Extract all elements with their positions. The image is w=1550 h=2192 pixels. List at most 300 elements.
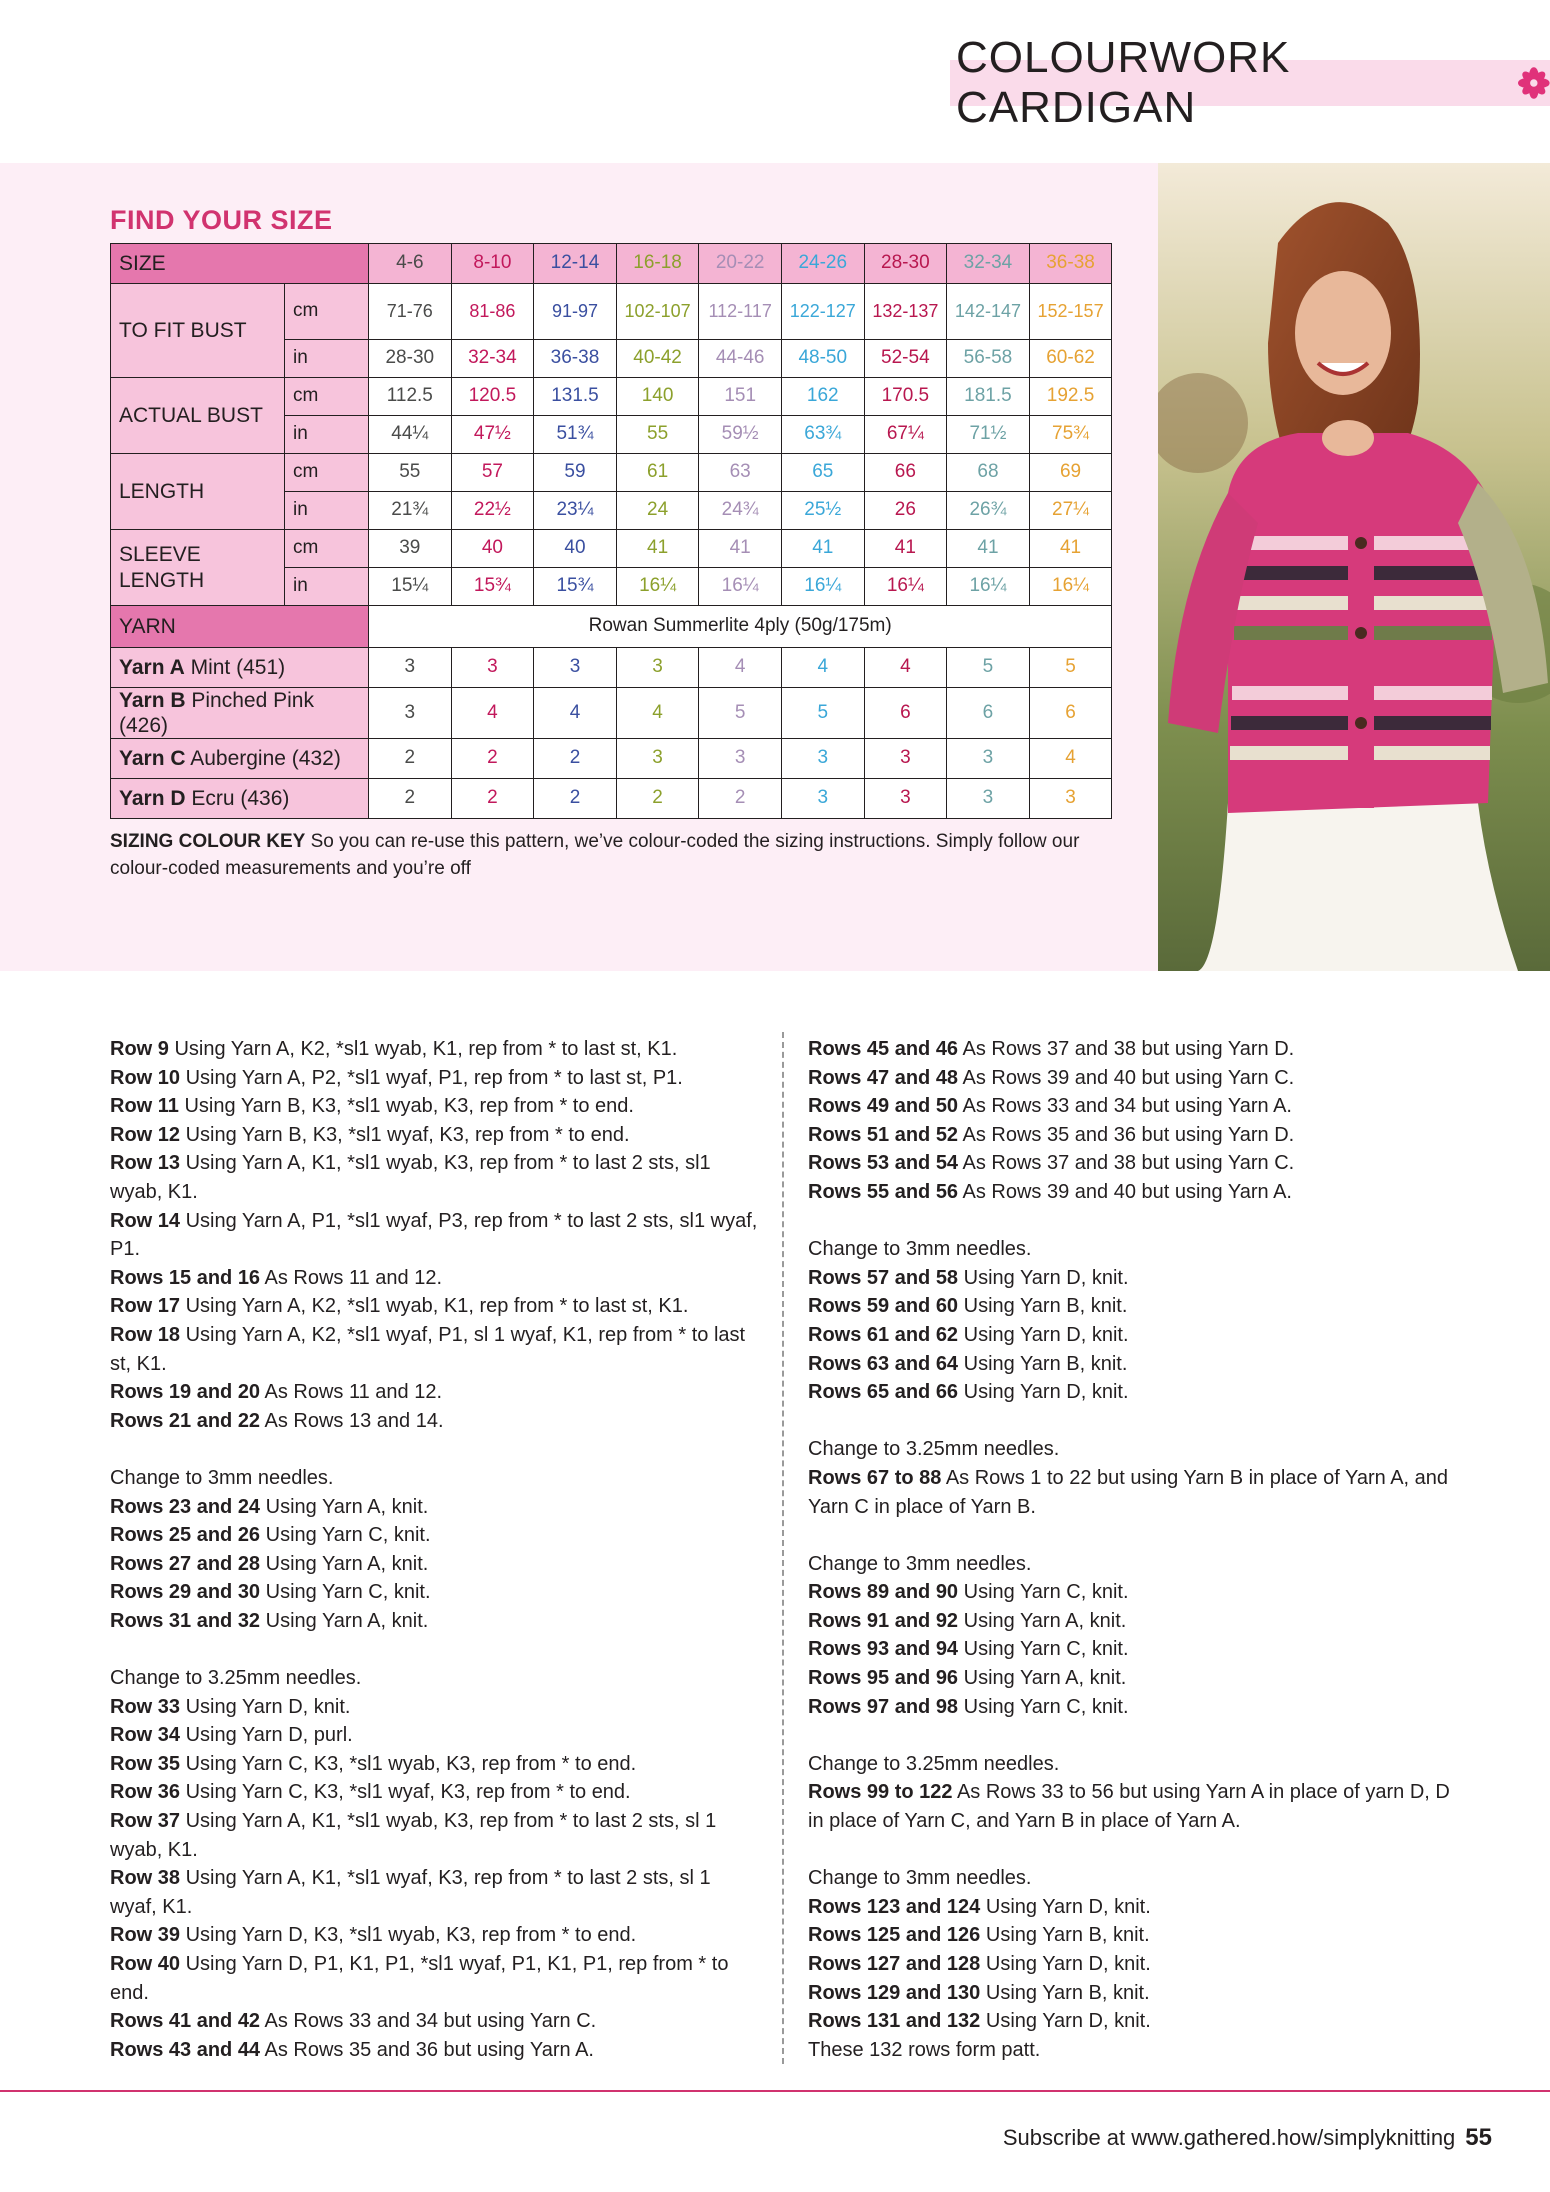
- yarn-letter: Yarn D: [119, 787, 186, 811]
- yarn-quantity: 3: [781, 779, 864, 819]
- footer-rule: [0, 2090, 1550, 2092]
- row-label: Row 13: [110, 1152, 181, 1175]
- model-photo: [1158, 163, 1550, 971]
- instruction-text: Using Yarn C, knit.: [963, 1581, 1129, 1604]
- yarn-quantity: 4: [864, 648, 947, 688]
- measurement-row: [111, 530, 1112, 568]
- pattern-instruction: [808, 1578, 1458, 1607]
- pattern-instruction: [110, 1064, 760, 1093]
- pattern-instruction: [110, 1750, 760, 1779]
- measurement-value: 15¾: [451, 568, 534, 606]
- row-label: Rows 51 and 52: [808, 1123, 959, 1146]
- yarn-quantity: 4: [616, 688, 699, 739]
- row-label: Rows 23 and 24: [110, 1495, 261, 1518]
- measurement-value: 15¾: [534, 568, 617, 606]
- yarn-name: Rowan Summerlite 4ply (50g/175m): [369, 606, 1112, 648]
- measurement-value: 55: [616, 416, 699, 454]
- instruction-text: Using Yarn A, K2, *sl1 wyab, K1, rep from * to last st, K1.: [174, 1038, 678, 1060]
- yarn-quantity: 3: [616, 648, 699, 688]
- unit-label: cm: [285, 454, 369, 492]
- yarn-colour: Mint (451): [190, 655, 286, 679]
- measurement-row: [111, 284, 1112, 340]
- pattern-instruction: [808, 1864, 1458, 1893]
- yarn-quantity: 3: [947, 739, 1030, 779]
- pattern-instruction: [110, 1807, 760, 1864]
- key-title: SIZING COLOUR KEY: [110, 831, 306, 852]
- row-label: Rows 45 and 46: [808, 1038, 959, 1060]
- instruction-text: Change to 3mm needles.: [808, 1238, 1032, 1261]
- yarn-quantity: 2: [369, 739, 452, 779]
- measurement-value: 170.5: [864, 378, 947, 416]
- row-label: Rows 91 and 92: [808, 1609, 959, 1632]
- measurement-value: 63: [699, 454, 782, 492]
- yarn-quantity: 2: [534, 779, 617, 819]
- instruction-text: Using Yarn B, K3, *sl1 wyab, K3, rep from * to end.: [184, 1095, 634, 1118]
- measurement-value: 26¾: [947, 492, 1030, 530]
- size-cell: 8-10: [451, 244, 534, 284]
- pattern-instruction: [110, 1921, 760, 1950]
- pattern-instruction: [808, 1092, 1458, 1121]
- measurement-value: 47½: [451, 416, 534, 454]
- size-header-row: [111, 244, 1112, 284]
- pattern-instruction: [110, 1693, 760, 1722]
- yarn-letter: Yarn A: [119, 655, 185, 679]
- measurement-row: [111, 378, 1112, 416]
- row-label: Rows 47 and 48: [808, 1066, 959, 1089]
- pattern-instruction: [110, 1207, 760, 1264]
- measurement-value: 59: [534, 454, 617, 492]
- row-label: Row 40: [110, 1953, 181, 1975]
- instruction-text: These 132 rows form patt.: [808, 2038, 1041, 2061]
- row-label: Rows 67 to 88: [808, 1466, 942, 1489]
- paragraph-gap: [808, 1407, 1458, 1436]
- instruction-text: Change to 3.25mm needles.: [808, 1752, 1060, 1775]
- yarn-quantity: 4: [699, 648, 782, 688]
- instruction-text: Using Yarn A, K1, *sl1 wyab, K3, rep from * to last 2 sts, sl 1 wyab, K1.: [110, 1810, 717, 1861]
- yarn-row-label: [111, 779, 369, 819]
- measurement-value: 41: [864, 530, 947, 568]
- instruction-text: Using Yarn B, knit.: [985, 1924, 1150, 1947]
- yarn-quantity: 2: [616, 779, 699, 819]
- yarn-quantity: 2: [699, 779, 782, 819]
- yarn-quantity: 5: [947, 648, 1030, 688]
- paragraph-gap: [110, 1435, 760, 1464]
- measurement-value: 48-50: [781, 340, 864, 378]
- instruction-text: Change to 3mm needles.: [808, 1867, 1032, 1890]
- measurement-value: 67¼: [864, 416, 947, 454]
- yarn-quantity: 3: [1029, 779, 1112, 819]
- pattern-instruction: [110, 1493, 760, 1522]
- instruction-text: Using Yarn D, knit.: [185, 1695, 351, 1718]
- instruction-text: As Rows 33 to 56 but using Yarn A in place of yarn D, D in place of Yarn C, and Yarn B in place of Yarn A.: [808, 1781, 1450, 1833]
- pattern-instruction: [808, 1235, 1458, 1264]
- pattern-instruction: [808, 1121, 1458, 1150]
- paragraph-gap: [808, 1521, 1458, 1550]
- row-label: Rows 61 and 62: [808, 1323, 959, 1346]
- instruction-text: Using Yarn D, knit.: [963, 1381, 1129, 1404]
- pattern-instruction: [808, 1350, 1458, 1379]
- yarn-letter: Yarn C: [119, 747, 186, 771]
- row-label: Row 14: [110, 1209, 181, 1232]
- paragraph-gap: [808, 1836, 1458, 1865]
- pattern-instruction: [110, 1950, 760, 2007]
- instruction-text: Using Yarn A, K2, *sl1 wyab, K1, rep from * to last st, K1.: [185, 1295, 689, 1318]
- instruction-text: As Rows 35 and 36 but using Yarn D.: [962, 1123, 1295, 1146]
- instruction-text: Using Yarn D, knit.: [985, 1953, 1151, 1975]
- measurement-value: 36-38: [534, 340, 617, 378]
- instruction-text: Using Yarn D, knit.: [963, 1266, 1129, 1289]
- instruction-text: Using Yarn D, purl.: [185, 1724, 353, 1747]
- instruction-text: Using Yarn C, K3, *sl1 wyab, K3, rep from * to end.: [185, 1752, 637, 1775]
- pattern-instruction: [808, 1550, 1458, 1579]
- measurement-value: 52-54: [864, 340, 947, 378]
- instruction-text: As Rows 33 and 34 but using Yarn C.: [264, 2010, 597, 2033]
- measurement-label: TO FIT BUST: [111, 284, 285, 378]
- pattern-instruction: [110, 1578, 760, 1607]
- pattern-instruction: [110, 1292, 760, 1321]
- page-title: COLOURWORK CARDIGAN: [956, 33, 1291, 132]
- pattern-instruction: [808, 2007, 1458, 2036]
- measurement-value: 27¼: [1029, 492, 1112, 530]
- measurement-value: 112.5: [369, 378, 452, 416]
- measurement-value: 41: [947, 530, 1030, 568]
- measurement-value: 22½: [451, 492, 534, 530]
- row-label: Rows 19 and 20: [110, 1381, 261, 1404]
- yarn-row: [111, 779, 1112, 819]
- yarn-quantity: 5: [781, 688, 864, 739]
- pattern-instruction: [808, 2036, 1458, 2065]
- size-table: [110, 243, 1112, 819]
- instruction-text: As Rows 1 to 22 but using Yarn B in place of Yarn A, and Yarn C in place of Yarn B.: [808, 1466, 1449, 1518]
- row-label: Rows 49 and 50: [808, 1095, 959, 1118]
- size-cell: 24-26: [781, 244, 864, 284]
- instruction-text: Change to 3.25mm needles.: [110, 1667, 362, 1690]
- row-label: Row 10: [110, 1066, 181, 1089]
- instruction-text: Using Yarn A, P2, *sl1 wyaf, P1, rep from * to last st, P1.: [185, 1066, 683, 1089]
- yarn-row-label: [111, 688, 369, 739]
- instruction-text: Using Yarn A, knit.: [963, 1667, 1127, 1690]
- row-label: Row 34: [110, 1724, 181, 1747]
- yarn-quantity: 4: [781, 648, 864, 688]
- measurement-value: 69: [1029, 454, 1112, 492]
- footer: [1003, 2124, 1492, 2152]
- measurement-value: 152-157: [1029, 284, 1112, 340]
- measurement-value: 132-137: [864, 284, 947, 340]
- instruction-text: As Rows 33 and 34 but using Yarn A.: [962, 1095, 1292, 1118]
- pattern-instruction: [808, 1321, 1458, 1350]
- yarn-colour: Pinched Pink (426): [119, 689, 314, 738]
- pattern-column-right: [808, 1035, 1458, 2064]
- yarn-quantity: 3: [864, 779, 947, 819]
- yarn-quantities-body: [111, 648, 1112, 819]
- instruction-text: Using Yarn A, knit.: [265, 1609, 429, 1632]
- measurement-value: 40-42: [616, 340, 699, 378]
- instruction-text: As Rows 37 and 38 but using Yarn D.: [962, 1038, 1295, 1060]
- row-label: Rows 89 and 90: [808, 1581, 959, 1604]
- instruction-text: Using Yarn B, knit.: [963, 1352, 1128, 1375]
- row-label: Rows 131 and 132: [808, 2010, 981, 2033]
- measurement-value: 44¼: [369, 416, 452, 454]
- measurement-value: 55: [369, 454, 452, 492]
- measurement-value: 40: [534, 530, 617, 568]
- column-divider: [782, 1032, 784, 2064]
- instruction-text: Using Yarn C, K3, *sl1 wyaf, K3, rep from * to end.: [185, 1781, 631, 1804]
- yarn-quantity: 3: [699, 739, 782, 779]
- row-label: Row 35: [110, 1752, 181, 1775]
- unit-label: in: [285, 416, 369, 454]
- yarn-row-label: [111, 648, 369, 688]
- measurement-value: 112-117: [699, 284, 782, 340]
- row-label: Rows 59 and 60: [808, 1295, 959, 1318]
- measurement-value: 24¾: [699, 492, 782, 530]
- measurement-value: 102-107: [616, 284, 699, 340]
- row-label: Row 39: [110, 1924, 181, 1947]
- measurement-value: 66: [864, 454, 947, 492]
- pattern-instruction: [808, 1264, 1458, 1293]
- measurement-label: LENGTH: [111, 454, 285, 530]
- measurement-value: 63¾: [781, 416, 864, 454]
- measurement-value: 41: [781, 530, 864, 568]
- measurement-value: 65: [781, 454, 864, 492]
- yarn-letter: Yarn B: [119, 689, 186, 712]
- instruction-text: Using Yarn A, K1, *sl1 wyab, K3, rep from * to last 2 sts, sl1 wyab, K1.: [110, 1152, 711, 1203]
- measurement-value: 16¼: [1029, 568, 1112, 606]
- row-label: Row 38: [110, 1867, 181, 1890]
- yarn-quantity: 2: [451, 779, 534, 819]
- measurement-value: 16¼: [947, 568, 1030, 606]
- pattern-instruction: [808, 1435, 1458, 1464]
- pattern-instruction: [110, 1092, 760, 1121]
- yarn-row: [111, 739, 1112, 779]
- instruction-text: As Rows 11 and 12.: [264, 1381, 443, 1404]
- measurement-value: 71½: [947, 416, 1030, 454]
- pattern-instruction: [110, 1149, 760, 1206]
- yarn-quantity: 5: [1029, 648, 1112, 688]
- size-cell: 16-18: [616, 244, 699, 284]
- measurement-value: 16¼: [781, 568, 864, 606]
- pattern-instruction: [110, 1321, 760, 1378]
- instruction-text: Using Yarn A, knit.: [963, 1609, 1127, 1632]
- instruction-text: Using Yarn A, K2, *sl1 wyaf, P1, sl 1 wyaf, K1, rep from * to last st, K1.: [110, 1323, 746, 1375]
- row-label: Rows 21 and 22: [110, 1409, 261, 1432]
- instruction-text: As Rows 39 and 40 but using Yarn C.: [962, 1066, 1295, 1089]
- measurement-value: 68: [947, 454, 1030, 492]
- pattern-instruction: [808, 1635, 1458, 1664]
- measurement-value: 91-97: [534, 284, 617, 340]
- unit-label: cm: [285, 530, 369, 568]
- flower-icon: [1518, 66, 1550, 100]
- instruction-text: Using Yarn D, knit.: [985, 2010, 1151, 2033]
- row-label: Row 12: [110, 1123, 181, 1146]
- pattern-instruction: [808, 1035, 1458, 1064]
- measurement-value: 24: [616, 492, 699, 530]
- pattern-instruction: [808, 1149, 1458, 1178]
- key-text: So you can re-use this pattern, we’ve colour-coded the sizing instructions. Simply follow our colour-coded measurements and you’re off: [110, 831, 1080, 879]
- pattern-instruction: [110, 1378, 760, 1407]
- instruction-text: Using Yarn D, knit.: [963, 1323, 1129, 1346]
- instruction-text: Using Yarn C, knit.: [963, 1695, 1129, 1718]
- instruction-text: As Rows 39 and 40 but using Yarn A.: [962, 1180, 1292, 1203]
- measurement-value: 140: [616, 378, 699, 416]
- measurement-value: 32-34: [451, 340, 534, 378]
- instruction-text: Using Yarn A, knit.: [265, 1495, 429, 1518]
- measurement-value: 16¼: [616, 568, 699, 606]
- yarn-quantity: 2: [534, 739, 617, 779]
- page-header: [950, 33, 1550, 132]
- instruction-text: Using Yarn D, K3, *sl1 wyab, K3, rep from * to end.: [185, 1924, 637, 1947]
- size-cell: 20-22: [699, 244, 782, 284]
- instruction-text: Using Yarn D, knit.: [985, 1895, 1151, 1918]
- measurement-value: 151: [699, 378, 782, 416]
- pattern-instruction: [808, 1750, 1458, 1779]
- row-label: Row 18: [110, 1323, 181, 1346]
- yarn-quantity: 6: [947, 688, 1030, 739]
- row-label: Rows 25 and 26: [110, 1524, 261, 1547]
- yarn-quantity: 3: [451, 648, 534, 688]
- measurement-value: 61: [616, 454, 699, 492]
- yarn-quantity: 2: [451, 739, 534, 779]
- pattern-instruction: [110, 1121, 760, 1150]
- instruction-text: As Rows 35 and 36 but using Yarn A.: [264, 2038, 594, 2061]
- row-label: Row 9: [110, 1038, 169, 1060]
- pattern-instruction: [110, 2007, 760, 2036]
- instruction-text: Using Yarn C, knit.: [265, 1524, 431, 1547]
- measurement-value: 41: [1029, 530, 1112, 568]
- instruction-text: Using Yarn A, P1, *sl1 wyaf, P3, rep from * to last 2 sts, sl1 wyaf, P1.: [110, 1209, 758, 1261]
- instruction-text: Using Yarn B, K3, *sl1 wyaf, K3, rep from * to end.: [185, 1123, 630, 1146]
- unit-label: cm: [285, 378, 369, 416]
- row-label: Row 33: [110, 1695, 181, 1718]
- measurement-value: 25½: [781, 492, 864, 530]
- yarn-row-label: [111, 739, 369, 779]
- measurement-value: 23¼: [534, 492, 617, 530]
- measurement-value: 56-58: [947, 340, 1030, 378]
- measurement-value: 44-46: [699, 340, 782, 378]
- pattern-instruction: [808, 1693, 1458, 1722]
- pattern-instruction: [808, 1607, 1458, 1636]
- row-label: Rows 57 and 58: [808, 1266, 959, 1289]
- measurement-value: 26: [864, 492, 947, 530]
- instruction-text: Using Yarn B, knit.: [963, 1295, 1128, 1318]
- size-cell: 4-6: [369, 244, 452, 284]
- instruction-text: Change to 3mm needles.: [110, 1466, 334, 1489]
- measurement-label: SLEEVE LENGTH: [111, 530, 285, 606]
- yarn-colour: Ecru (436): [191, 787, 290, 811]
- instruction-text: Using Yarn A, K1, *sl1 wyaf, K3, rep from * to last 2 sts, sl 1 wyaf, K1.: [110, 1867, 711, 1918]
- row-label: Rows 41 and 42: [110, 2010, 261, 2033]
- yarn-quantity: 6: [864, 688, 947, 739]
- size-cell: 36-38: [1029, 244, 1112, 284]
- pattern-instruction: [808, 1778, 1458, 1835]
- measurement-value: 41: [699, 530, 782, 568]
- row-label: Rows 95 and 96: [808, 1667, 959, 1690]
- row-label: Rows 29 and 30: [110, 1581, 261, 1604]
- instruction-text: Using Yarn B, knit.: [985, 1981, 1150, 2004]
- measurement-value: 16¼: [864, 568, 947, 606]
- pattern-instruction: [808, 1921, 1458, 1950]
- pattern-instruction: [808, 1378, 1458, 1407]
- sizing-colour-key: [110, 828, 1120, 882]
- instruction-text: As Rows 11 and 12.: [264, 1266, 443, 1289]
- yarn-quantity: 3: [369, 688, 452, 739]
- yarn-quantity: 6: [1029, 688, 1112, 739]
- yarn-quantity: 3: [864, 739, 947, 779]
- yarn-quantity: 3: [616, 739, 699, 779]
- yarn-row: [111, 688, 1112, 739]
- measurement-value: 71-76: [369, 284, 452, 340]
- instruction-text: Using Yarn C, knit.: [963, 1638, 1129, 1661]
- measurement-value: 162: [781, 378, 864, 416]
- measurement-row: [111, 454, 1112, 492]
- row-label: Rows 65 and 66: [808, 1381, 959, 1404]
- row-label: Rows 97 and 98: [808, 1695, 959, 1718]
- measurement-value: 60-62: [1029, 340, 1112, 378]
- pattern-instruction: [110, 1664, 760, 1693]
- row-label: Row 11: [110, 1095, 179, 1118]
- instruction-text: Using Yarn D, P1, K1, P1, *sl1 wyaf, P1, K1, P1, rep from * to end.: [110, 1953, 729, 2004]
- pattern-instruction: [110, 1464, 760, 1493]
- page-number: 55: [1465, 2124, 1492, 2151]
- instruction-text: Using Yarn C, knit.: [265, 1581, 431, 1604]
- measurement-value: 122-127: [781, 284, 864, 340]
- yarn-quantity: 5: [699, 688, 782, 739]
- pattern-instruction: [110, 1521, 760, 1550]
- instruction-text: Change to 3.25mm needles.: [808, 1438, 1060, 1461]
- yarn-quantity: 3: [947, 779, 1030, 819]
- row-label: Rows 27 and 28: [110, 1552, 261, 1575]
- pattern-instruction: [110, 1550, 760, 1579]
- yarn-quantity: 3: [369, 648, 452, 688]
- yarn-label: YARN: [111, 606, 369, 648]
- pattern-column-left: [110, 1035, 760, 2064]
- measurement-value: 41: [616, 530, 699, 568]
- pattern-instruction: [110, 1264, 760, 1293]
- measurement-value: 120.5: [451, 378, 534, 416]
- row-label: Rows 55 and 56: [808, 1180, 959, 1203]
- pattern-instruction: [110, 1864, 760, 1921]
- pattern-instruction: [808, 1664, 1458, 1693]
- row-label: Rows 93 and 94: [808, 1638, 959, 1661]
- measurement-value: 16¼: [699, 568, 782, 606]
- size-cell: 32-34: [947, 244, 1030, 284]
- row-label: Rows 123 and 124: [808, 1895, 981, 1918]
- pattern-instruction: [808, 1979, 1458, 2008]
- yarn-quantity: 2: [369, 779, 452, 819]
- unit-label: in: [285, 568, 369, 606]
- row-label: Rows 63 and 64: [808, 1352, 959, 1375]
- paragraph-gap: [808, 1207, 1458, 1236]
- yarn-quantity: 3: [534, 648, 617, 688]
- row-label: Row 36: [110, 1781, 181, 1804]
- measurement-value: 181.5: [947, 378, 1030, 416]
- paragraph-gap: [808, 1721, 1458, 1750]
- row-label: Rows 127 and 128: [808, 1953, 981, 1975]
- measurement-value: 57: [451, 454, 534, 492]
- size-label: SIZE: [111, 244, 369, 284]
- row-label: Rows 31 and 32: [110, 1609, 261, 1632]
- measurement-value: 28-30: [369, 340, 452, 378]
- pattern-instruction: [808, 1893, 1458, 1922]
- pattern-instruction: [808, 1464, 1458, 1521]
- pattern-instruction: [110, 1407, 760, 1436]
- pattern-instruction: [808, 1178, 1458, 1207]
- yarn-quantity: 4: [1029, 739, 1112, 779]
- size-cell: 12-14: [534, 244, 617, 284]
- paragraph-gap: [110, 1635, 760, 1664]
- subscribe-link[interactable]: Subscribe at www.gathered.how/simplyknitting: [1002, 2125, 1456, 2150]
- measurement-value: 21¾: [369, 492, 452, 530]
- unit-label: in: [285, 340, 369, 378]
